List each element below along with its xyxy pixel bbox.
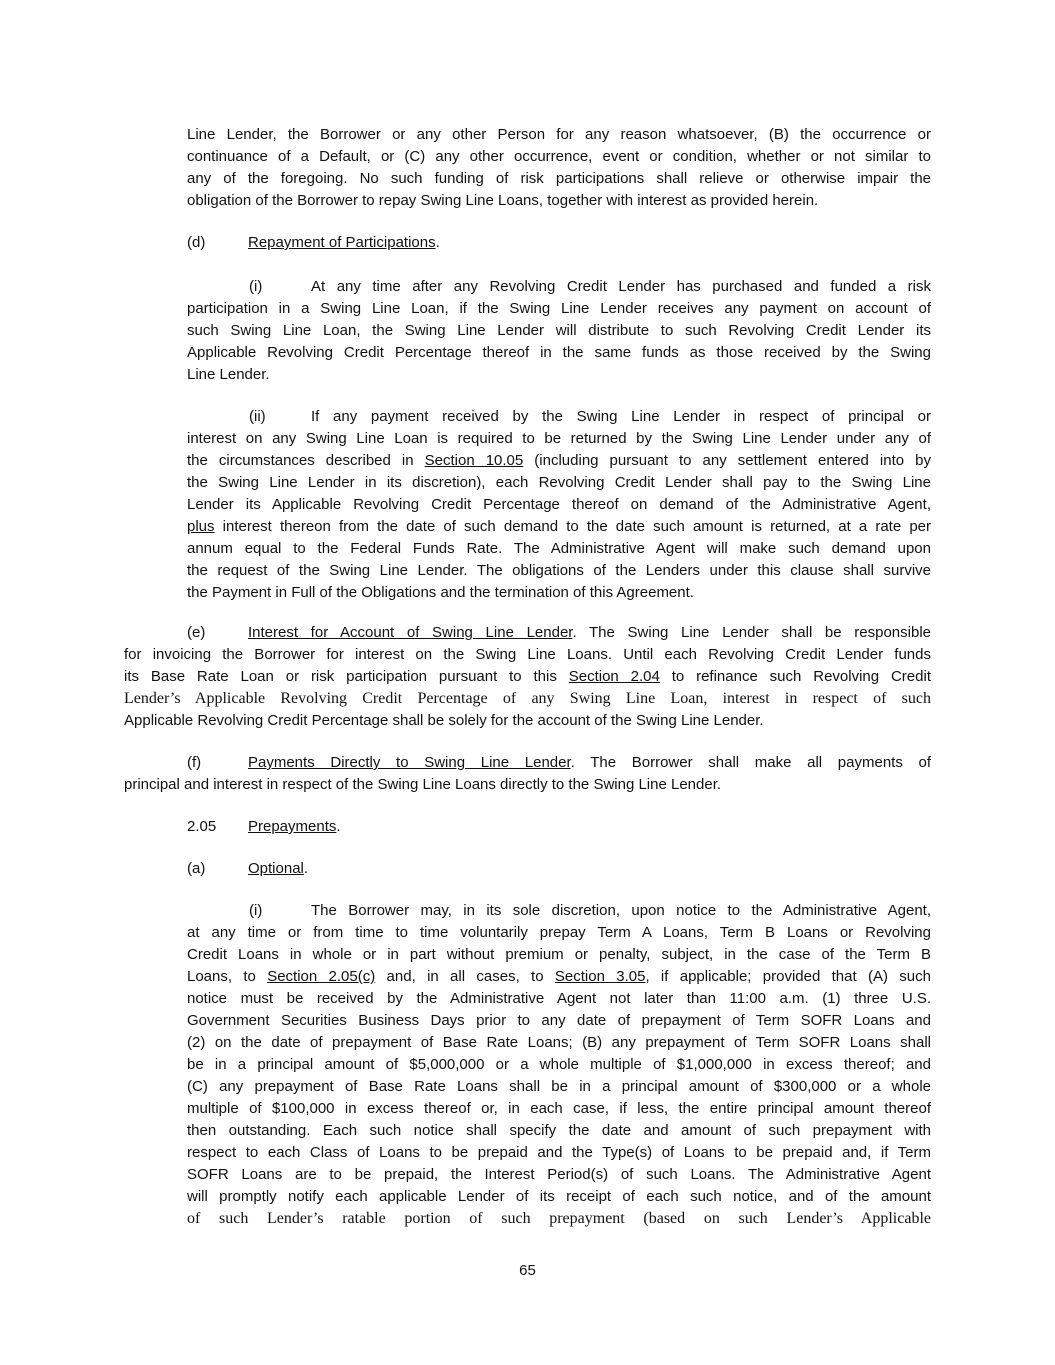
section-marker: (f) <box>187 754 202 771</box>
section-marker: (a) <box>187 860 206 877</box>
section-marker: 2.05 <box>187 818 217 835</box>
text-line <box>187 1098 931 1120</box>
text-segment: (including pursuant to any settlement entered into by <box>523 452 931 469</box>
text-line <box>248 752 931 774</box>
text-segment: then outstanding. Each such notice shall specify the date and amount of such prepayment with <box>187 1122 931 1139</box>
text-segment: participation in a Swing Line Loan, if the Swing Line Lender receives any payment on account of <box>187 300 931 317</box>
text-segment: Government Securities Business Days prior to any date of prepayment of Term SOFR Loans and <box>187 1012 931 1029</box>
text-segment: of such Lender’s ratable portion of such prepayment (based on such Lender’s Applicable <box>187 1210 931 1227</box>
text-line <box>124 688 931 710</box>
text-line <box>187 168 931 190</box>
text-line <box>187 1010 931 1032</box>
text-segment: . <box>336 818 341 835</box>
text-line <box>187 538 931 560</box>
text-line <box>311 276 931 298</box>
text-segment: the request of the Swing Line Lender. The obligations of the Lenders under this clause shall survive <box>187 562 931 579</box>
text-line <box>187 146 931 168</box>
text-line <box>124 774 721 796</box>
text-segment: notice must be received by the Administrative Agent not later than 11:00 a.m. (1) three U.S. <box>187 990 931 1007</box>
text-segment: obligation of the Borrower to repay Swing Line Loans, together with interest as provided herein. <box>187 192 819 209</box>
text-segment: The Borrower may, in its sole discretion, upon notice to the Administrative Agent, <box>311 902 931 919</box>
text-segment: At any time after any Revolving Credit Lender has purchased and funded a risk <box>311 278 931 295</box>
text-line <box>248 858 308 880</box>
text-line <box>187 1208 931 1230</box>
text-line <box>187 988 931 1010</box>
text-segment: any of the foregoing. No such funding of risk participations shall relieve or otherwise impair the <box>187 170 931 187</box>
text-line <box>187 582 694 604</box>
text-line <box>187 944 931 966</box>
text-segment: the Payment in Full of the Obligations and the termination of this Agreement. <box>187 584 694 601</box>
text-segment: Loans, to <box>187 968 268 985</box>
text-line <box>187 1164 931 1186</box>
text-segment: for invoicing the Borrower for interest on the Swing Line Loans. Until each Revolving Credit Lender funds <box>124 646 931 663</box>
text-segment: SOFR Loans are to be prepaid, the Interest Period(s) of such Loans. The Administrative Agent <box>187 1166 931 1183</box>
underlined-heading: Prepayments <box>248 818 337 835</box>
text-segment: Applicable Revolving Credit Percentage thereof in the same funds as those received by the Swing <box>187 344 931 361</box>
section-marker: (d) <box>187 234 206 251</box>
underlined-heading: Optional <box>248 860 304 877</box>
text-segment: interest thereon from the date of such demand to the date such amount is returned, at a rate per <box>214 518 931 535</box>
text-segment: will promptly notify each applicable Lender of its receipt of each such notice, and of the amount <box>187 1188 931 1205</box>
text-line <box>311 406 931 428</box>
text-line <box>187 124 931 146</box>
text-segment: to refinance such Revolving Credit <box>659 668 931 685</box>
text-segment: Lender its Applicable Revolving Credit Percentage thereof on demand of the Administrative Agent, <box>187 496 931 513</box>
text-segment: and, in all cases, to <box>375 968 555 985</box>
text-segment: . <box>435 234 440 251</box>
text-segment: such Swing Line Loan, the Swing Line Lender will distribute to such Revolving Credit Lender its <box>187 322 931 339</box>
text-line <box>187 516 931 538</box>
text-segment: . <box>303 860 309 877</box>
underlined-heading: Interest for Account of Swing Line Lender <box>248 624 573 641</box>
text-line <box>187 190 818 212</box>
text-line <box>248 232 440 254</box>
page-number: 65 <box>519 1262 536 1279</box>
text-segment: . The Swing Line Lender shall be responsible <box>572 624 931 641</box>
text-line <box>187 922 931 944</box>
text-line <box>187 472 931 494</box>
text-line <box>187 1142 931 1164</box>
text-segment: the circumstances described in <box>187 452 425 469</box>
text-segment: principal and interest in respect of the Swing Line Loans directly to the Swing Line Lender. <box>124 776 722 793</box>
text-line <box>124 644 931 666</box>
text-line <box>187 1032 931 1054</box>
text-segment: (C) any prepayment of Base Rate Loans shall be in a principal amount of $300,000 or a whole <box>187 1078 931 1095</box>
text-line <box>248 816 341 838</box>
section-marker: (i) <box>249 278 263 295</box>
text-segment: multiple of $100,000 in excess thereof or, in each case, if less, the entire principal amount thereof <box>187 1100 931 1117</box>
text-line <box>187 494 931 516</box>
text-segment: (2) on the date of prepayment of Base Rate Loans; (B) any prepayment of Term SOFR Loans shall <box>187 1034 931 1051</box>
text-line <box>124 666 931 688</box>
cross-reference-link[interactable]: Section 10.05 <box>424 452 524 469</box>
section-marker: (e) <box>187 624 206 641</box>
section-marker: (i) <box>249 902 263 919</box>
text-line <box>187 428 931 450</box>
section-marker: (ii) <box>249 408 266 425</box>
text-line <box>187 364 270 386</box>
text-segment: the Swing Line Lender in its discretion), each Revolving Credit Lender shall pay to the Swing Line <box>187 474 931 491</box>
text-segment: respect to each Class of Loans to be prepaid and the Type(s) of Loans to be prepaid and, if Term <box>187 1144 931 1161</box>
text-line <box>187 298 931 320</box>
cross-reference-link[interactable]: Section 2.04 <box>568 668 660 685</box>
text-segment: Line Lender, the Borrower or any other Person for any reason whatsoever, (B) the occurrence or <box>187 126 931 143</box>
text-line <box>187 966 931 988</box>
text-segment: continuance of a Default, or (C) any other occurrence, event or condition, whether or not similar to <box>187 148 931 165</box>
text-segment: Lender’s Applicable Revolving Credit Percentage of any Swing Line Loan, interest in respect of such <box>124 690 931 707</box>
text-line <box>187 560 931 582</box>
text-line <box>187 342 931 364</box>
text-segment: , if applicable; provided that (A) such <box>645 968 931 985</box>
underlined-heading: Repayment of Participations <box>248 234 436 251</box>
text-line <box>187 1076 931 1098</box>
cross-reference-link[interactable]: Section 2.05(c) <box>267 968 376 985</box>
text-segment: be in a principal amount of $5,000,000 or a whole multiple of $1,000,000 in excess thereof; and <box>187 1056 931 1073</box>
text-line <box>187 320 931 342</box>
text-segment: Applicable Revolving Credit Percentage shall be solely for the account of the Swing Line Lender. <box>124 712 764 729</box>
text-line <box>187 1054 931 1076</box>
text-line <box>124 710 764 732</box>
text-line <box>187 1120 931 1142</box>
text-segment: Line Lender. <box>187 366 270 383</box>
text-segment: interest on any Swing Line Loan is required to be returned by the Swing Line Lender under any of <box>187 430 931 447</box>
cross-reference-link[interactable]: Section 3.05 <box>554 968 646 985</box>
text-line <box>187 450 931 472</box>
text-line <box>187 1186 931 1208</box>
text-segment: If any payment received by the Swing Line Lender in respect of principal or <box>311 408 931 425</box>
text-segment: at any time or from time to time voluntarily prepay Term A Loans, Term B Loans or Revolving <box>187 924 931 941</box>
cross-reference-link[interactable]: plus <box>187 518 215 535</box>
text-segment: annum equal to the Federal Funds Rate. The Administrative Agent will make such demand upon <box>187 540 931 557</box>
text-line <box>248 622 931 644</box>
text-segment: its Base Rate Loan or risk participation pursuant to this <box>124 668 569 685</box>
text-segment: Credit Loans in whole or in part without premium or penalty, subject, in the case of the Term B <box>187 946 931 963</box>
text-line <box>311 900 931 922</box>
text-segment: . The Borrower shall make all payments of <box>570 754 931 771</box>
underlined-heading: Payments Directly to Swing Line Lender <box>248 754 571 771</box>
